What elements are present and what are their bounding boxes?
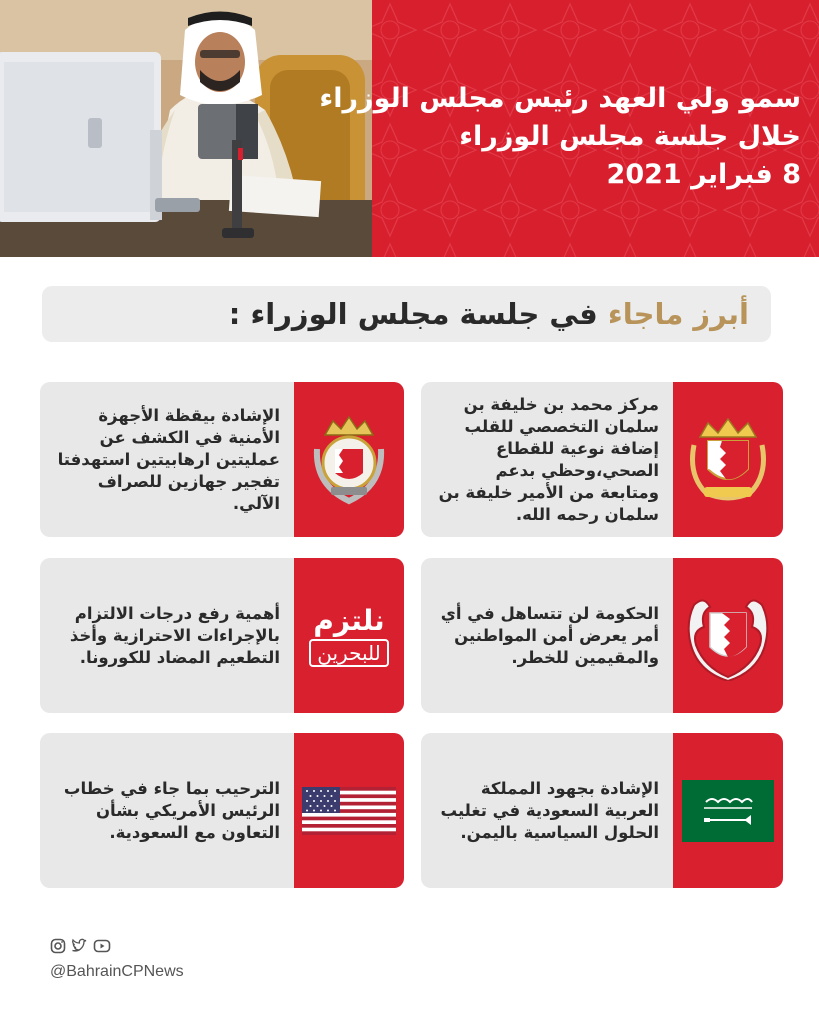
twitter-handle[interactable]: @BahrainCPNews [50,963,184,980]
news-card [40,558,404,713]
usa-flag-icon [302,787,396,835]
youtube-icon[interactable] [93,938,111,954]
crown-prince-photo [0,0,372,257]
news-card [421,558,783,713]
headline-line-2: خلال جلسة مجلس الوزراء [459,121,801,152]
card-text: الإشادة بجهود المملكة العربية السعودية في تغليب الحلول السياسية باليمن. [440,778,659,842]
naltazim-logo-icon [309,605,389,667]
card-text: مركز محمد بن خليفة بن سلمان التخصصي للقلب إضافة نوعية للقطاع الصحي،وحظي بدعم ومتابعة من الأمير خليفة بن سلمان رحمه الله. [438,394,659,524]
section-title-rest: في جلسة مجلس الوزراء : [228,297,608,331]
card-text: الحكومة لن تتساهل في أي أمر يعرض أمن المواطنين والمقيمين للخطر. [440,603,659,667]
card-icon-panel [673,558,783,713]
card-icon-panel [294,382,404,537]
naltazim-logo-line-2: للبحرين [309,639,389,667]
card-icon-panel [673,382,783,537]
bahrain-defence-force-emblem-icon [686,415,770,505]
card-text: الإشادة بيقظة الأجهزة الأمنية في الكشف عن عمليتين ارهابيتين استهدفتا تفجير جهازين للصراف الآلي. [57,405,280,513]
bahrain-coat-of-arms-icon [686,591,770,681]
card-icon-panel [673,733,783,888]
news-card [40,733,404,888]
card-icon-panel [294,733,404,888]
instagram-icon[interactable] [50,938,66,954]
headline [319,80,801,194]
headline-line-3: 8 فبراير 2021 [606,159,801,190]
headline-line-1: سمو ولي العهد رئيس مجلس الوزراء [319,83,801,114]
news-card [421,382,783,537]
section-title-accent: أبرز ماجاء [607,297,749,331]
card-text: الترحيب بما جاء في خطاب الرئيس الأمريكي بشأن التعاون مع السعودية. [63,778,280,842]
news-card [421,733,783,888]
ministry-of-interior-emblem-icon [307,415,391,505]
twitter-icon[interactable] [71,938,88,954]
social-icons [50,938,111,954]
header-banner [0,0,819,257]
news-card [40,382,404,537]
naltazim-logo-line-1: نلتزم [313,603,385,637]
card-text: أهمية رفع درجات الالتزام بالإجراءات الاحترازية وأخذ التطعيم المضاد للكورونا. [69,603,280,667]
saudi-flag-icon [682,780,774,842]
card-icon-panel [294,558,404,713]
section-title [42,286,771,342]
